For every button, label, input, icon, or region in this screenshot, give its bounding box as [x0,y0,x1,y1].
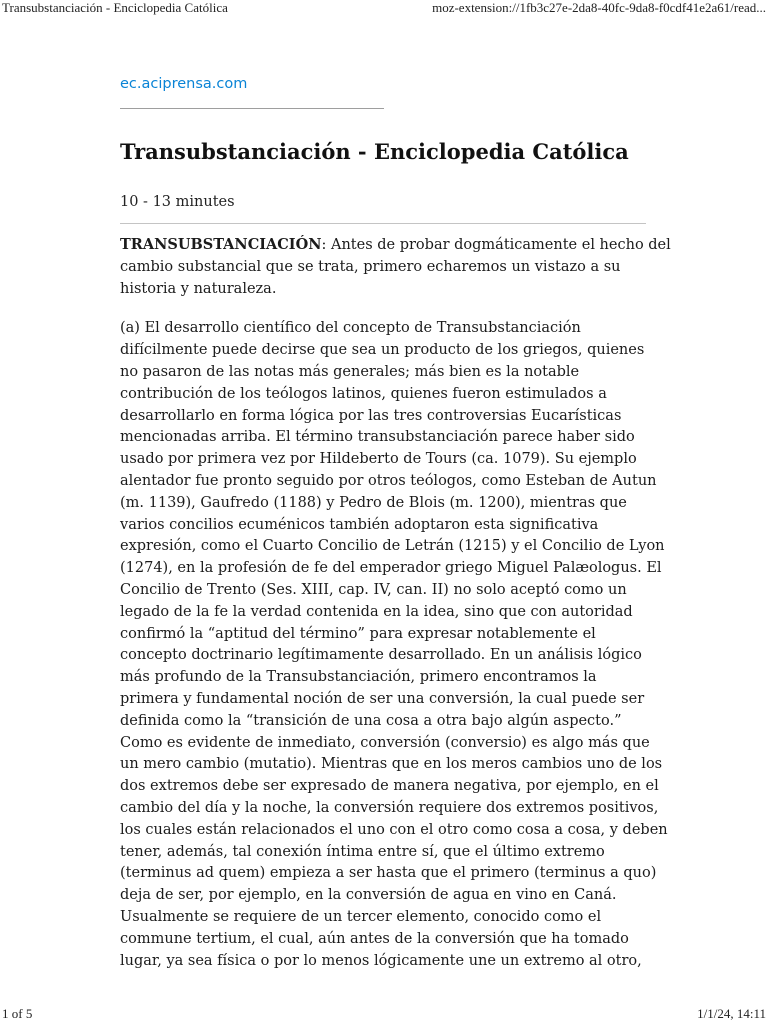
paragraph-line: mencionadas arriba. El término transubstanciación parece haber sido [120,429,635,446]
paragraph-line: historia y naturaleza. [120,280,277,297]
paragraph-line: dos extremos debe ser expresado de manera negativa, por ejemplo, en el [120,778,659,795]
paragraph-line: Concilio de Trento (Ses. XIII, cap. IV, can. II) no solo aceptó como un [120,581,627,598]
print-datetime: 1/1/24, 14:11 [697,1006,766,1021]
paragraph-line: Como es evidente de inmediato, conversión (conversio) es algo más que [120,734,650,751]
print-header-title: Transubstanciación - Enciclopedia Católica [2,0,228,15]
article-body [120,234,671,972]
paragraph-line: tener, además, tal conexión íntima entre sí, que el último extremo [120,843,605,860]
paragraph-line: (terminus ad quem) empieza a ser hasta que el primero (terminus a quo) [120,865,657,882]
paragraph-line: usado por primera vez por Hildeberto de Tours (ca. 1079). Su ejemplo [120,451,637,468]
paragraph-line: cambio substancial que se trata, primero echaremos un vistazo a su [120,258,621,275]
article-title: Transubstanciación - Enciclopedia Católica [120,139,629,164]
paragraph-line: lugar, ya sea física o por lo menos lógicamente une un extremo al otro, [120,952,642,969]
paragraph-line: confirmó la “aptitud del término” para expresar notablemente el [120,625,596,642]
paragraph-line: los cuales están relacionados el uno con el otro como cosa a cosa, y deben [120,821,668,838]
paragraph-line: más profundo de la Transubstanciación, primero encontramos la [120,669,597,686]
paragraph-line: definida como la “transición de una cosa a otra bajo algún aspecto.” [120,712,622,729]
paragraph-line: (1274), en la profesión de fe del emperador griego Miguel Palæologus. El [120,560,662,577]
paragraph-line: alentador fue pronto seguido por otros teólogos, como Esteban de Autun [120,472,657,489]
paragraph-line: desarrollarlo en forma lógica por las tres controversias Eucarísticas [120,407,622,424]
paragraph-line: cambio del día y la noche, la conversión requiere dos extremos positivos, [120,799,659,816]
content-divider [120,223,646,224]
domain-link[interactable]: ec.aciprensa.com [120,76,248,92]
print-header-url: moz-extension://1fb3c27e-2da8-40fc-9da8-f0cdf41e2a61/read... [432,0,766,15]
paragraph-line [120,234,671,257]
paragraph-line: deja de ser, por ejemplo, en la conversión de agua en vino en Caná. [120,887,617,904]
paragraph-line: (m. 1139), Gaufredo (1188) y Pedro de Blois (m. 1200), mientras que [120,494,627,511]
paragraph-line: difícilmente puede decirse que sea un producto de los griegos, quienes [120,342,645,359]
paragraph-line: expresión, como el Cuarto Concilio de Letrán (1215) y el Concilio de Lyon [120,538,665,555]
domain-divider [120,108,384,109]
paragraph-line: legado de la fe la verdad contenida en la idea, sino que con autoridad [120,603,633,620]
paragraph-line: concepto doctrinario legítimamente desarrollado. En un análisis lógico [120,647,642,664]
page-count: 1 of 5 [2,1006,33,1021]
paragraph-line: contribución de los teólogos latinos, quienes fueron estimulados a [120,385,607,402]
paragraph-line: primera y fundamental noción de ser una conversión, la cual puede ser [120,690,645,707]
lead-text: : Antes de probar dogmáticamente el hecho del [321,237,671,253]
print-header [0,0,768,18]
paragraph-line: Usualmente se requiere de un tercer elemento, conocido como el [120,908,602,925]
paragraph-line: varios concilios ecuménicos también adoptaron esta significativa [120,516,599,533]
paragraph-main [120,318,668,972]
paragraph-intro [120,234,671,300]
reader-view [120,70,671,990]
reading-time: 10 - 13 minutes [120,194,235,210]
paragraph-line: un mero cambio (mutatio). Mientras que en los meros cambios uno de los [120,756,663,773]
paragraph-line: (a) El desarrollo científico del concepto de Transubstanciación [120,320,581,337]
paragraph-line: no pasaron de las notas más generales; más bien es la notable [120,363,580,380]
print-footer [0,1006,768,1024]
paragraph-line: commune tertium, el cual, aún antes de la conversión que ha tomado [120,930,629,947]
lead-term: TRANSUBSTANCIACIÓN [120,236,322,253]
